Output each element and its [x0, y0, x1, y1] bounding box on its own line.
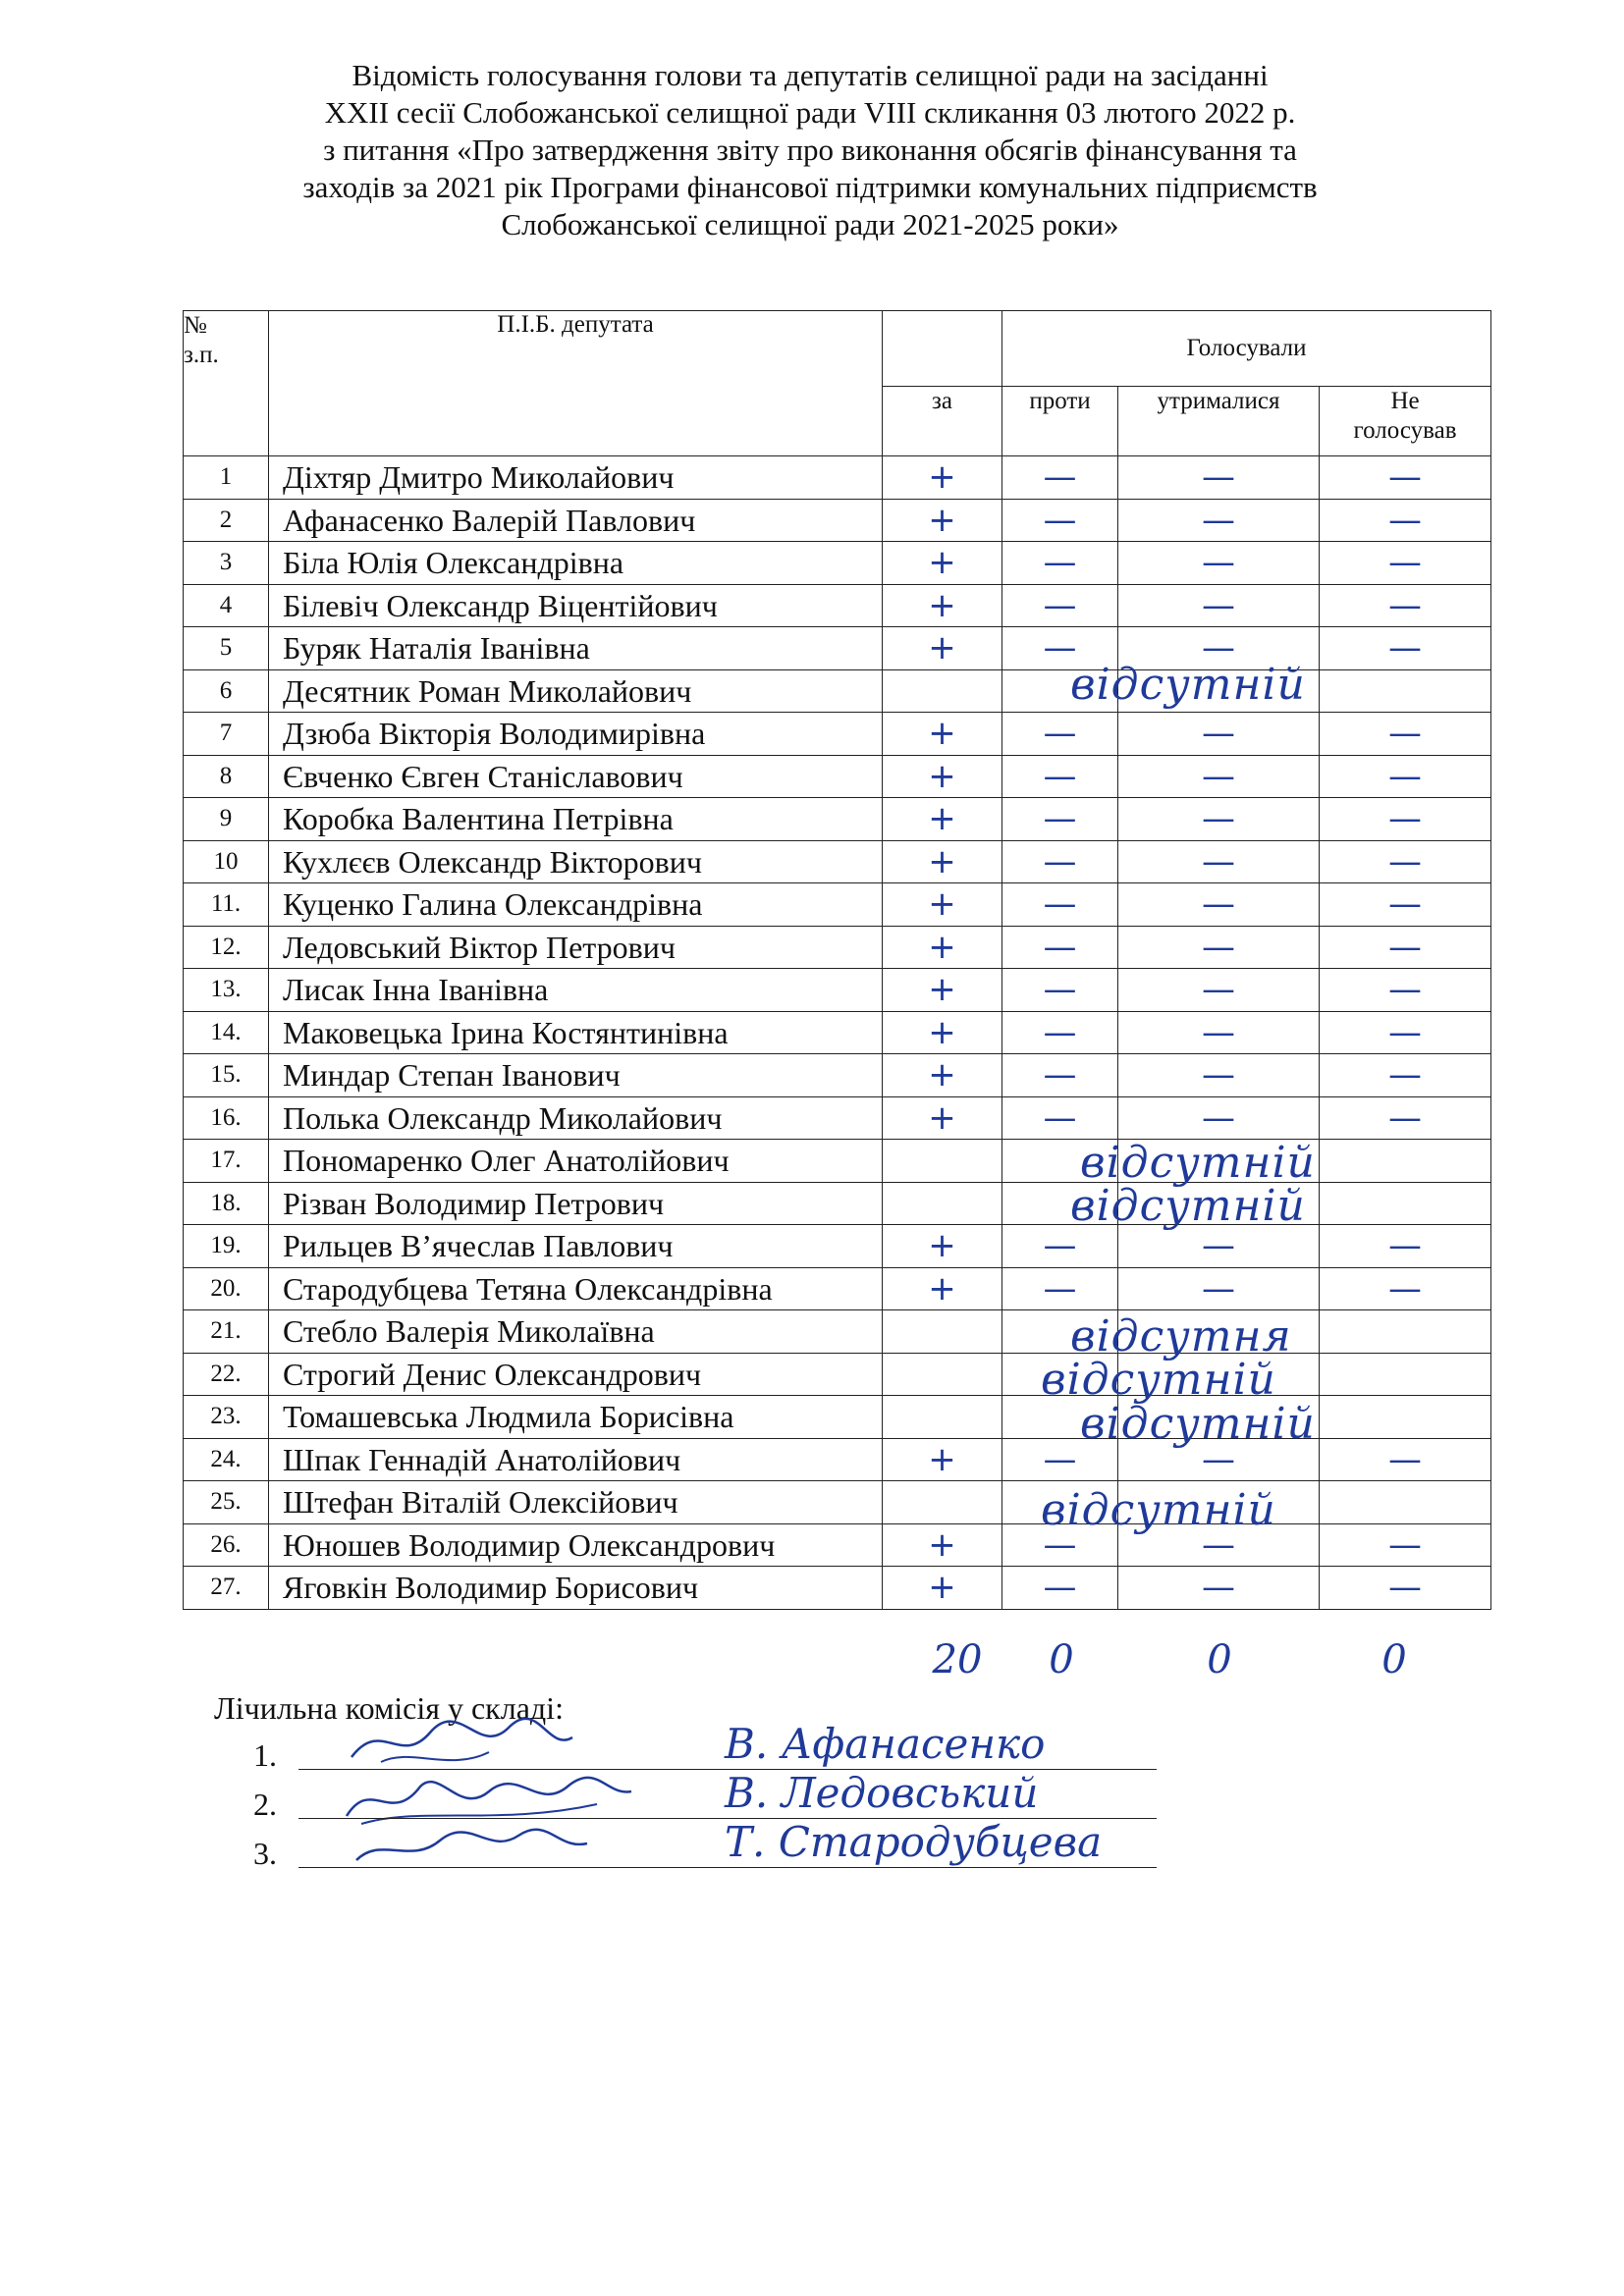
vote-not-voted-mark: —: [1388, 628, 1423, 668]
vote-for-mark: +: [928, 884, 956, 925]
header-for: за: [883, 387, 1002, 456]
vote-abstained-mark: —: [1202, 799, 1235, 839]
vote-abstained-mark: —: [1202, 841, 1235, 881]
row-number: 4: [184, 584, 269, 627]
vote-not-voted: [1320, 1140, 1491, 1183]
vote-for-mark: +: [928, 1226, 956, 1266]
row-number: 11.: [184, 883, 269, 927]
vote-for: [883, 1054, 1002, 1097]
absent-note: відсутній: [1070, 659, 1306, 710]
vote-abstained-mark: —: [1202, 756, 1235, 796]
vote-abstained: [1118, 1054, 1320, 1097]
vote-for-mark: +: [928, 1012, 956, 1052]
vote-not-voted: [1320, 926, 1491, 969]
vote-not-voted: [1320, 1353, 1491, 1396]
deputy-name: Томашевська Людмила Борисівна: [269, 1396, 883, 1439]
vote-against: [1002, 499, 1118, 542]
vote-for: [883, 1011, 1002, 1054]
vote-for: [883, 755, 1002, 798]
vote-for-mark: +: [928, 543, 956, 583]
vote-against-mark: —: [1043, 756, 1077, 796]
commission-member-3: [253, 1818, 1157, 1875]
vote-abstained-mark: —: [1202, 1439, 1235, 1479]
vote-for: [883, 969, 1002, 1012]
vote-not-voted: [1320, 1096, 1491, 1140]
vote-against: [1002, 926, 1118, 969]
deputy-name: Євченко Євген Станіславович: [269, 755, 883, 798]
table-row: [184, 755, 1491, 798]
vote-against: [1002, 755, 1118, 798]
vote-abstained-mark: —: [1202, 714, 1235, 754]
vote-not-voted: [1320, 798, 1491, 841]
vote-abstained-mark: —: [1202, 500, 1235, 540]
vote-abstained-mark: —: [1202, 1568, 1235, 1608]
vote-against: [1002, 1267, 1118, 1310]
row-number: 8: [184, 755, 269, 798]
vote-for: [883, 1567, 1002, 1610]
vote-against-mark: —: [1043, 585, 1077, 625]
vote-against: [1002, 713, 1118, 756]
vote-against: [1002, 1054, 1118, 1097]
total-for: 20: [932, 1637, 983, 1682]
deputy-name: Стародубцева Тетяна Олександрівна: [269, 1267, 883, 1310]
header-voted: Голосували: [1002, 311, 1491, 387]
deputy-name: Миндар Степан Іванович: [269, 1054, 883, 1097]
deputy-name: Лисак Інна Іванівна: [269, 969, 883, 1012]
absent-note: відсутній: [1080, 1137, 1316, 1188]
deputy-name: Коробка Валентина Петрівна: [269, 798, 883, 841]
vote-abstained-mark: —: [1202, 1012, 1235, 1052]
deputy-name: Біла Юлія Олександрівна: [269, 542, 883, 585]
table-row: [184, 840, 1491, 883]
commission-label: Лічильна комісія у складі:: [214, 1690, 564, 1726]
vote-not-voted: [1320, 542, 1491, 585]
vote-abstained-mark: —: [1202, 457, 1235, 498]
row-number: 12.: [184, 926, 269, 969]
vote-for: [883, 1140, 1002, 1183]
signature-line: [298, 1867, 1157, 1868]
vote-for-mark: +: [928, 628, 956, 668]
vote-against: [1002, 883, 1118, 927]
vote-for: [883, 883, 1002, 927]
deputy-name: Юношев Володимир Олександрович: [269, 1523, 883, 1567]
vote-for: [883, 840, 1002, 883]
row-number: 17.: [184, 1140, 269, 1183]
vote-not-voted-mark: —: [1388, 1097, 1423, 1138]
absent-note: відсутній: [1080, 1398, 1316, 1449]
vote-abstained-mark: —: [1202, 585, 1235, 625]
row-number: 24.: [184, 1438, 269, 1481]
deputy-name: Стебло Валерія Миколаївна: [269, 1310, 883, 1354]
header-number: [184, 311, 269, 456]
total-against: 0: [1049, 1637, 1074, 1682]
vote-not-voted: [1320, 1523, 1491, 1567]
deputy-name: Маковецька Ірина Костянтинівна: [269, 1011, 883, 1054]
vote-for: [883, 627, 1002, 670]
vote-not-voted-mark: —: [1388, 585, 1423, 625]
vote-for: [883, 1396, 1002, 1439]
vote-for-mark: +: [928, 841, 956, 881]
vote-for: [883, 1096, 1002, 1140]
vote-not-voted-mark: —: [1388, 714, 1423, 754]
header-number-line1: №: [184, 312, 207, 339]
table-row: [184, 542, 1491, 585]
vote-not-voted-mark: —: [1388, 1568, 1423, 1608]
vote-not-voted-mark: —: [1388, 543, 1423, 583]
row-number: 14.: [184, 1011, 269, 1054]
vote-for-mark: +: [928, 1524, 956, 1565]
vote-abstained: [1118, 883, 1320, 927]
table-row: [184, 926, 1491, 969]
vote-against: [1002, 840, 1118, 883]
title-line: Відомість голосування голови та депутатів селищної ради на засіданні: [352, 58, 1269, 92]
vote-not-voted-mark: —: [1388, 756, 1423, 796]
vote-for: [883, 1481, 1002, 1524]
vote-not-voted-mark: —: [1388, 1055, 1423, 1095]
vote-for: [883, 499, 1002, 542]
vote-for: [883, 1438, 1002, 1481]
vote-for-mark: +: [928, 1097, 956, 1138]
row-number: 23.: [184, 1396, 269, 1439]
row-number: 25.: [184, 1481, 269, 1524]
vote-for-mark: +: [928, 799, 956, 839]
deputy-name: Яговкін Володимир Борисович: [269, 1567, 883, 1610]
row-number: 19.: [184, 1225, 269, 1268]
vote-for-mark: +: [928, 500, 956, 540]
vote-abstained: [1118, 1011, 1320, 1054]
vote-against-mark: —: [1043, 1012, 1077, 1052]
vote-for: [883, 926, 1002, 969]
vote-for: [883, 584, 1002, 627]
deputy-name: Діхтяр Дмитро Миколайович: [269, 456, 883, 500]
vote-for-mark: +: [928, 457, 956, 498]
vote-against-mark: —: [1043, 1055, 1077, 1095]
vote-for-mark: +: [928, 1568, 956, 1608]
vote-not-voted: [1320, 1011, 1491, 1054]
vote-abstained: [1118, 1096, 1320, 1140]
absent-note: відсутній: [1070, 1181, 1306, 1232]
vote-for: [883, 1225, 1002, 1268]
vote-not-voted: [1320, 1310, 1491, 1354]
table-row: [184, 969, 1491, 1012]
vote-against-mark: —: [1043, 543, 1077, 583]
vote-not-voted-mark: —: [1388, 1226, 1423, 1266]
vote-abstained: [1118, 840, 1320, 883]
member-name: В. Ледовський: [725, 1769, 1039, 1817]
vote-not-voted: [1320, 1182, 1491, 1225]
vote-not-voted: [1320, 1567, 1491, 1610]
vote-not-voted-mark: —: [1388, 927, 1423, 967]
title-line: з питання «Про затвердження звіту про виконання обсягів фінансування та: [323, 133, 1297, 167]
table-row: [184, 1567, 1491, 1610]
total-abstained: 0: [1207, 1637, 1232, 1682]
member-number: 2.: [253, 1787, 277, 1822]
vote-for-mark: +: [928, 927, 956, 967]
vote-for: [883, 1353, 1002, 1396]
deputy-name: Афанасенко Валерій Павлович: [269, 499, 883, 542]
row-number: 27.: [184, 1567, 269, 1610]
vote-for: [883, 669, 1002, 713]
table-row: [184, 713, 1491, 756]
vote-for: [883, 542, 1002, 585]
deputy-name: Білевіч Олександр Віцентійович: [269, 584, 883, 627]
vote-not-voted-mark: —: [1388, 884, 1423, 925]
vote-against-mark: —: [1043, 799, 1077, 839]
vote-abstained-mark: —: [1202, 1226, 1235, 1266]
vote-against-mark: —: [1043, 927, 1077, 967]
vote-against-mark: —: [1043, 841, 1077, 881]
document-title: [147, 57, 1473, 243]
vote-against-mark: —: [1043, 714, 1077, 754]
vote-abstained: [1118, 499, 1320, 542]
member-name: В. Афанасенко: [725, 1720, 1046, 1768]
vote-against-mark: —: [1043, 970, 1077, 1010]
vote-for: [883, 798, 1002, 841]
member-number: 3.: [253, 1836, 277, 1871]
vote-not-voted: [1320, 755, 1491, 798]
vote-against-mark: —: [1043, 500, 1077, 540]
vote-not-voted: [1320, 1267, 1491, 1310]
vote-for: [883, 456, 1002, 500]
vote-for: [883, 713, 1002, 756]
vote-abstained-mark: —: [1202, 628, 1235, 668]
vote-not-voted-mark: —: [1388, 841, 1423, 881]
vote-not-voted: [1320, 1438, 1491, 1481]
vote-abstained: [1118, 798, 1320, 841]
vote-abstained-mark: —: [1202, 1055, 1235, 1095]
vote-not-voted-mark: —: [1388, 500, 1423, 540]
title-line: заходів за 2021 рік Програми фінансової підтримки комунальних підприємств: [302, 170, 1318, 204]
table-row: [184, 1267, 1491, 1310]
total-not-voted: 0: [1381, 1637, 1407, 1682]
member-name: Т. Стародубцева: [725, 1818, 1103, 1866]
row-number: 20.: [184, 1267, 269, 1310]
vote-not-voted: [1320, 713, 1491, 756]
vote-against: [1002, 542, 1118, 585]
header-against: проти: [1002, 387, 1118, 456]
row-number: 15.: [184, 1054, 269, 1097]
vote-not-voted: [1320, 840, 1491, 883]
vote-for: [883, 1267, 1002, 1310]
absent-note: відсутній: [1041, 1485, 1276, 1536]
member-number: 1.: [253, 1737, 277, 1773]
header-not-voted-line2: голосував: [1353, 417, 1457, 444]
table-row: [184, 499, 1491, 542]
vote-against: [1002, 584, 1118, 627]
vote-not-voted-mark: —: [1388, 457, 1423, 498]
vote-abstained: [1118, 542, 1320, 585]
vote-not-voted: [1320, 1396, 1491, 1439]
table-row: [184, 456, 1491, 500]
row-number: 26.: [184, 1523, 269, 1567]
vote-abstained-mark: —: [1202, 543, 1235, 583]
vote-for: [883, 1182, 1002, 1225]
vote-not-voted: [1320, 1054, 1491, 1097]
row-number: 7: [184, 713, 269, 756]
vote-against-mark: —: [1043, 884, 1077, 925]
header-abstained: утрималися: [1118, 387, 1320, 456]
deputy-name: Полька Олександр Миколайович: [269, 1096, 883, 1140]
vote-against-mark: —: [1043, 1439, 1077, 1479]
title-line: XXII сесії Слобожанської селищної ради VIII скликання 03 лютого 2022 р.: [324, 95, 1296, 130]
vote-for-mark: +: [928, 756, 956, 796]
table-row: [184, 1523, 1491, 1567]
vote-not-voted: [1320, 1481, 1491, 1524]
vote-not-voted: [1320, 499, 1491, 542]
vote-against-mark: —: [1043, 628, 1077, 668]
absent-note: відсутня: [1070, 1311, 1292, 1362]
deputy-name: Різван Володимир Петрович: [269, 1182, 883, 1225]
header-blank: [883, 311, 1002, 387]
table-row: [184, 1011, 1491, 1054]
row-number: 5: [184, 627, 269, 670]
vote-not-voted-mark: —: [1388, 1524, 1423, 1565]
vote-not-voted-mark: —: [1388, 799, 1423, 839]
vote-abstained: [1118, 755, 1320, 798]
vote-against: [1002, 1567, 1118, 1610]
vote-abstained: [1118, 713, 1320, 756]
vote-abstained-mark: —: [1202, 884, 1235, 925]
vote-not-voted: [1320, 1225, 1491, 1268]
header-not-voted: [1320, 387, 1491, 456]
deputy-name: Пономаренко Олег Анатолійович: [269, 1140, 883, 1183]
vote-not-voted: [1320, 584, 1491, 627]
vote-against-mark: —: [1043, 1097, 1077, 1138]
deputy-name: Куценко Галина Олександрівна: [269, 883, 883, 927]
vote-against: [1002, 1011, 1118, 1054]
vote-abstained: [1118, 926, 1320, 969]
deputy-name: Ледовський Віктор Петрович: [269, 926, 883, 969]
vote-not-voted-mark: —: [1388, 1439, 1423, 1479]
title-line: Слобожанської селищної ради 2021-2025 роки»: [501, 207, 1119, 241]
vote-against-mark: —: [1043, 1268, 1077, 1308]
deputy-name: Шпак Геннадій Анатолійович: [269, 1438, 883, 1481]
vote-not-voted: [1320, 969, 1491, 1012]
vote-abstained-mark: —: [1202, 1524, 1235, 1565]
table-row: [184, 1310, 1491, 1354]
vote-not-voted-mark: —: [1388, 1012, 1423, 1052]
header-name: П.І.Б. депутата: [269, 311, 883, 456]
vote-abstained: [1118, 969, 1320, 1012]
vote-against: [1002, 969, 1118, 1012]
vote-against-mark: —: [1043, 1226, 1077, 1266]
vote-abstained: [1118, 456, 1320, 500]
vote-abstained: [1118, 584, 1320, 627]
vote-abstained-mark: —: [1202, 970, 1235, 1010]
row-number: 18.: [184, 1182, 269, 1225]
vote-not-voted: [1320, 456, 1491, 500]
vote-abstained: [1118, 1567, 1320, 1610]
row-number: 9: [184, 798, 269, 841]
deputy-name: Буряк Наталія Іванівна: [269, 627, 883, 670]
deputy-name: Дзюба Вікторія Володимирівна: [269, 713, 883, 756]
vote-abstained-mark: —: [1202, 1097, 1235, 1138]
vote-abstained: [1118, 1267, 1320, 1310]
table-row: [184, 584, 1491, 627]
vote-for-mark: +: [928, 585, 956, 625]
header-number-line2: з.п.: [184, 342, 219, 368]
row-number: 2: [184, 499, 269, 542]
table-row: [184, 1353, 1491, 1396]
vote-against: [1002, 1096, 1118, 1140]
vote-against-mark: —: [1043, 1524, 1077, 1565]
table-row: [184, 883, 1491, 927]
row-number: 21.: [184, 1310, 269, 1354]
vote-abstained-mark: —: [1202, 927, 1235, 967]
vote-against-mark: —: [1043, 457, 1077, 498]
vote-abstained-mark: —: [1202, 1268, 1235, 1308]
row-number: 10: [184, 840, 269, 883]
vote-for: [883, 1523, 1002, 1567]
vote-not-voted: [1320, 627, 1491, 670]
row-number: 22.: [184, 1353, 269, 1396]
absent-note: відсутній: [1041, 1355, 1276, 1406]
vote-against-mark: —: [1043, 1568, 1077, 1608]
row-number: 3: [184, 542, 269, 585]
vote-not-voted: [1320, 883, 1491, 927]
vote-not-voted: [1320, 669, 1491, 713]
vote-against: [1002, 798, 1118, 841]
deputy-name: Рильцев В’ячеслав Павлович: [269, 1225, 883, 1268]
vote-not-voted-mark: —: [1388, 1268, 1423, 1308]
deputy-name: Строгий Денис Олександрович: [269, 1353, 883, 1396]
vote-for-mark: +: [928, 1439, 956, 1479]
vote-against: [1002, 456, 1118, 500]
vote-not-voted-mark: —: [1388, 970, 1423, 1010]
vote-for: [883, 1310, 1002, 1354]
vote-for-mark: +: [928, 1268, 956, 1308]
deputy-name: Штефан Віталій Олексійович: [269, 1481, 883, 1524]
row-number: 6: [184, 669, 269, 713]
table-row: [184, 1054, 1491, 1097]
table-row: [184, 1481, 1491, 1524]
row-number: 13.: [184, 969, 269, 1012]
vote-for-mark: +: [928, 714, 956, 754]
vote-for-mark: +: [928, 970, 956, 1010]
row-number: 1: [184, 456, 269, 500]
deputy-name: Десятник Роман Миколайович: [269, 669, 883, 713]
vote-for-mark: +: [928, 1055, 956, 1095]
table-row: [184, 798, 1491, 841]
table-row: [184, 1096, 1491, 1140]
signature-icon: [342, 1806, 597, 1875]
deputy-name: Кухлєєв Олександр Вікторович: [269, 840, 883, 883]
header-not-voted-line1: Не: [1390, 388, 1420, 414]
row-number: 16.: [184, 1096, 269, 1140]
